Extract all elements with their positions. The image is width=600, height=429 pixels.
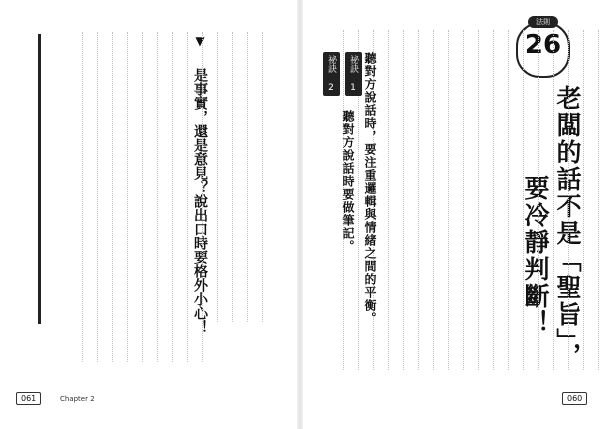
secret-1-text: 聽對方說話時，要注重邏輯與情緒之間的平衡。 <box>363 52 377 325</box>
text-line <box>75 32 83 362</box>
text-line <box>396 30 404 370</box>
text-line <box>225 32 233 322</box>
secret-2-label: 祕訣 2 <box>323 52 340 96</box>
text-line <box>180 32 188 362</box>
secret-2-text: 聽對方說話時要做筆記。 <box>341 110 355 253</box>
left-body-block-2 <box>75 32 203 362</box>
highlight-bar <box>38 34 41 324</box>
text-line <box>135 32 143 362</box>
text-line <box>150 32 158 362</box>
text-line <box>105 32 113 362</box>
text-line <box>381 30 389 370</box>
text-line <box>456 30 464 370</box>
text-line <box>165 32 173 362</box>
text-line <box>426 30 434 370</box>
text-line <box>501 30 509 370</box>
section-heading-text: 是事實，還是意見？說出口時要格外小心！ <box>192 68 208 334</box>
text-line <box>255 32 263 322</box>
text-line <box>441 30 449 370</box>
text-line <box>90 32 98 362</box>
rule-number: 26 <box>524 30 562 60</box>
secret-1-label: 祕訣 1 <box>345 52 362 96</box>
text-line <box>576 30 584 370</box>
text-line <box>516 30 524 370</box>
footer-chapter: Chapter 2 <box>60 395 95 403</box>
title-line-2: 要冷靜判斷！ <box>521 175 550 337</box>
text-line <box>411 30 419 370</box>
heading-marker: ▼ <box>193 34 207 48</box>
text-line <box>531 30 539 370</box>
right-page-number: 060 <box>562 392 587 405</box>
text-line <box>546 30 554 370</box>
rule-label: 法則 <box>528 16 558 28</box>
left-page-number: 061 <box>16 392 41 405</box>
text-line <box>195 32 203 362</box>
text-line <box>120 32 128 362</box>
text-line <box>240 32 248 322</box>
text-line <box>471 30 479 370</box>
left-body-block-1 <box>210 32 263 322</box>
text-line <box>486 30 494 370</box>
left-footer <box>60 395 95 403</box>
text-line <box>591 30 599 370</box>
title-line-1: 老闆的話不是「聖旨」， <box>553 85 582 370</box>
left-page <box>0 0 298 429</box>
text-line <box>210 32 218 322</box>
text-line <box>561 30 569 370</box>
